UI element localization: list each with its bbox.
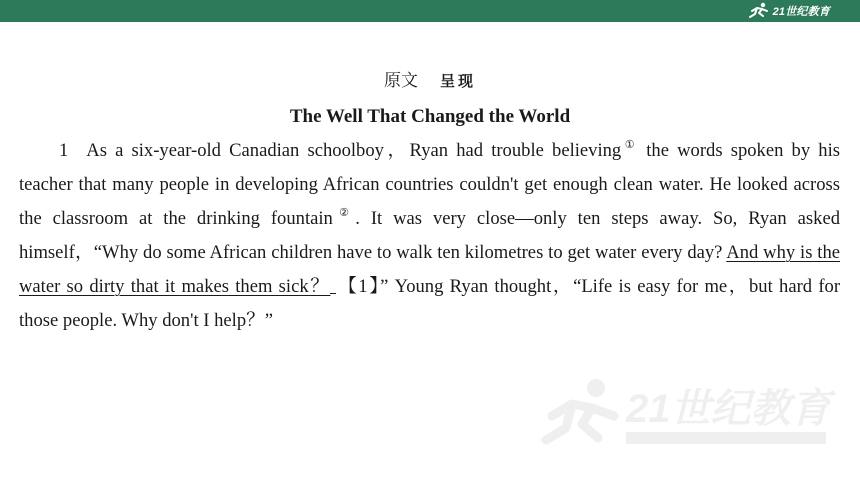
story-title: The Well That Changed the World xyxy=(289,106,571,127)
blank-marker: 【1】 xyxy=(336,276,381,297)
underlined-sentence: And why is the water so dirty that it makes them sick？ xyxy=(19,242,841,297)
section-heading xyxy=(0,68,860,93)
passage-text: As a six-year-old Canadian schoolboy，Ryan had trouble believing xyxy=(86,140,622,161)
section-heading-part2: 呈现 xyxy=(439,72,476,90)
watermark-text: 21世纪教育 xyxy=(626,387,831,431)
runner-logo-icon xyxy=(748,2,770,20)
passage-text: . It was very close—only ten steps away. So, Ryan asked himself，“Why do some African children have to walk ten kilometres to get water every day? xyxy=(19,208,840,263)
brand-logo-text: 21世纪教育 xyxy=(772,6,830,18)
passage-text: ” Young Ryan thought，“Life is easy for me，but hard for those people. Why don't I help？” xyxy=(19,276,841,331)
passage-paragraph xyxy=(19,134,840,338)
runner-watermark-icon xyxy=(546,379,614,440)
footnote-marker: ② xyxy=(332,207,356,219)
section-heading-part1: 原文 xyxy=(383,71,418,91)
passage-text: the words spoken by his teacher that many people in developing African countries couldn't get enough clean water. He looked across the classroom at the drinking fountain xyxy=(19,140,840,229)
brand-logo xyxy=(748,2,830,20)
paragraph-number: 1 xyxy=(59,140,69,161)
top-bar xyxy=(0,0,860,22)
watermark-logo xyxy=(538,370,838,460)
footnote-marker: ① xyxy=(621,139,639,151)
